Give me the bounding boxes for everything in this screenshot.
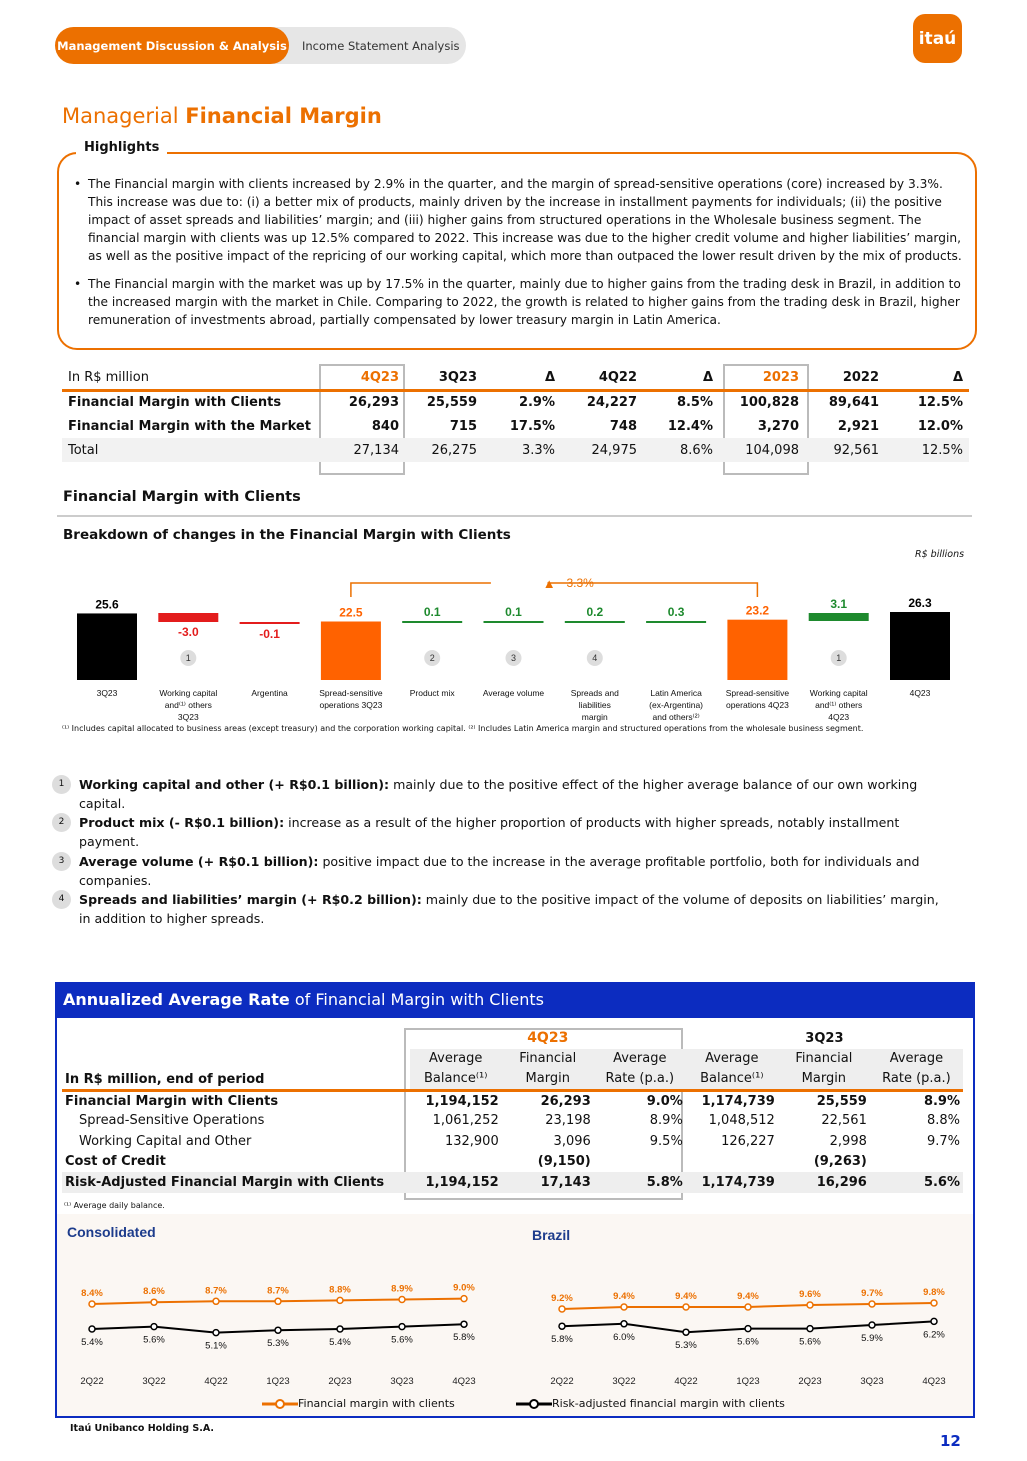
data-point xyxy=(683,1329,689,1335)
page-title: Managerial Financial Margin xyxy=(62,104,382,128)
waterfall-value-label: 3.1 xyxy=(830,597,848,611)
waterfall-category-label: Spreads and xyxy=(570,688,619,698)
col-header: 3Q23 xyxy=(405,366,483,390)
data-label: 8.8% xyxy=(329,1284,351,1296)
table-row: Financial Margin with Clients 1,194,152 26,293 9.0% 1,174,739 25,559 8.9% xyxy=(65,1093,960,1109)
data-label: 5.8% xyxy=(551,1334,573,1346)
table-row: Working Capital and Other 132,900 3,096 9.5% 126,227 2,998 9.7% xyxy=(79,1133,960,1149)
x-tick-label: 4Q22 xyxy=(674,1376,698,1387)
data-label: 5.6% xyxy=(737,1336,759,1348)
data-point xyxy=(621,1321,627,1327)
data-label: 9.4% xyxy=(613,1291,635,1302)
footer-company: Itaú Unibanco Holding S.A. xyxy=(70,1423,214,1434)
tab-income-statement[interactable]: Income Statement Analysis xyxy=(230,27,466,64)
badge-3: 3 xyxy=(52,852,71,871)
badge-number: 2 xyxy=(429,653,435,663)
rate-section-title: Annualized Average Rate of Financial Margin with Clients xyxy=(55,982,975,1018)
data-label: 6.2% xyxy=(923,1329,945,1341)
col-header: Δ xyxy=(643,366,719,390)
explanation-4: 4 Spreads and liabilities’ margin (+ R$0.2 billion): mainly due to the positive impact of the volume of deposits on liabilities’ margin, in addition to higher spreads. xyxy=(52,890,952,928)
waterfall-bar xyxy=(646,621,706,623)
waterfall-category-label: 4Q23 xyxy=(909,688,931,698)
data-point xyxy=(621,1304,627,1310)
table-row-total: Total 27,134 26,275 3.3% 24,975 8.6% 104,098 92,561 12.5% xyxy=(62,438,969,462)
waterfall-category-label: Argentina xyxy=(251,688,288,698)
x-tick-label: 2Q22 xyxy=(80,1376,104,1387)
explanation-2: 2 Product mix (- R$0.1 billion): increase as a result of the higher proportion of products with higher spreads, notably installment payment. xyxy=(52,813,952,851)
x-tick-label: 3Q23 xyxy=(390,1376,414,1387)
highlights-label: Highlights xyxy=(76,140,167,155)
x-tick-label: 3Q23 xyxy=(860,1376,884,1387)
waterfall-value-label: 0.2 xyxy=(586,605,604,619)
data-label: 8.6% xyxy=(143,1286,165,1298)
col-header: Δ xyxy=(483,366,561,390)
chart-footnote: ⁽¹⁾ Includes capital allocated to business areas (except treasury) and the corporation working capital. ⁽²⁾ Includes Latin America margin and structured operations from the wholesale business segment. xyxy=(62,724,864,733)
waterfall-category-label: and others⁽²⁾ xyxy=(652,712,700,722)
x-tick-label: 2Q23 xyxy=(798,1376,822,1387)
waterfall-category-label: Working capital xyxy=(809,688,868,698)
waterfall-bar xyxy=(890,612,950,680)
data-label: 6.0% xyxy=(613,1331,635,1343)
consolidated-chart xyxy=(57,1218,507,1393)
data-point xyxy=(275,1298,281,1304)
data-point xyxy=(683,1304,689,1310)
x-tick-label: 1Q23 xyxy=(736,1376,760,1387)
badge-number: 1 xyxy=(185,653,191,663)
waterfall-category-label: operations 3Q23 xyxy=(319,700,383,710)
waterfall-bar xyxy=(321,622,381,681)
data-point xyxy=(869,1301,875,1307)
waterfall-value-label: 0.1 xyxy=(423,605,441,619)
waterfall-bar xyxy=(77,613,137,680)
data-point xyxy=(559,1323,565,1329)
section-title: Financial Margin with Clients xyxy=(63,489,301,505)
badge-number: 4 xyxy=(592,653,598,663)
explanation-3: 3 Average volume (+ R$0.1 billion): positive impact due to the increase in the average profitable portfolio, both for individuals and companies. xyxy=(52,852,952,890)
data-point xyxy=(931,1300,937,1306)
data-label: 9.4% xyxy=(737,1291,759,1302)
tab-mda[interactable]: Management Discussion & Analysis xyxy=(55,27,289,64)
col-header: 2022 xyxy=(805,366,885,390)
waterfall-bar xyxy=(484,621,544,623)
col-header: 4Q22 xyxy=(561,366,643,390)
data-label: 9.0% xyxy=(453,1282,475,1294)
waterfall-value-label: 0.3 xyxy=(667,605,685,619)
data-label: 8.9% xyxy=(391,1283,413,1295)
data-point xyxy=(807,1302,813,1308)
data-label: 9.8% xyxy=(923,1287,945,1298)
waterfall-bar xyxy=(809,613,869,621)
waterfall-category-label: Working capital xyxy=(159,688,218,698)
data-label: 8.4% xyxy=(81,1288,103,1299)
brazil-chart xyxy=(520,1218,970,1393)
waterfall-category-label: (ex-Argentina) xyxy=(649,700,704,710)
waterfall-bar xyxy=(402,621,462,623)
data-label: 5.8% xyxy=(453,1332,475,1344)
table-row-total: Risk-Adjusted Financial Margin with Clients 1,194,152 17,143 5.8% 1,174,739 16,296 5.6% xyxy=(62,1172,963,1193)
data-label: 5.9% xyxy=(861,1333,883,1344)
data-label: 9.7% xyxy=(861,1288,883,1299)
waterfall-value-label: 22.5 xyxy=(339,605,363,620)
col-header: In R$ million xyxy=(62,366,320,390)
data-point xyxy=(745,1304,751,1310)
x-tick-label: 1Q23 xyxy=(266,1376,290,1387)
chart-title: Consolidated xyxy=(67,1224,156,1240)
data-point xyxy=(337,1297,343,1303)
badge-2: 2 xyxy=(52,813,71,832)
table-row: Financial Margin with the Market 840 715 17.5% 748 12.4% 3,270 2,921 12.0% xyxy=(68,418,963,434)
data-label: 5.4% xyxy=(81,1337,103,1348)
data-label: 9.2% xyxy=(551,1293,573,1304)
data-point xyxy=(745,1326,751,1332)
data-point xyxy=(151,1299,157,1305)
waterfall-value-label: 23.2 xyxy=(745,603,770,618)
summary-table xyxy=(62,366,969,462)
rate-footnote: ⁽¹⁾ Average daily balance. xyxy=(64,1201,165,1210)
waterfall-value-label: 26.3 xyxy=(908,596,932,610)
waterfall-bar xyxy=(240,622,300,624)
table-row: Financial Margin with Clients 26,293 25,559 2.9% 24,227 8.5% 100,828 89,641 12.5% xyxy=(68,395,963,411)
waterfall-category-label: 3Q23 xyxy=(177,712,199,722)
waterfall-chart xyxy=(57,565,972,727)
data-label: 8.7% xyxy=(267,1285,289,1297)
data-label: 5.3% xyxy=(675,1340,697,1352)
legend-financial-margin: Financial margin with clients xyxy=(262,1397,455,1410)
page-number: 12 xyxy=(940,1432,961,1450)
highlight-bullet: • The Financial margin with clients increased by 2.9% in the quarter, and the margin of spread-sensitive operations (core) increased by 3.3%. This increase was due to: (i) a better mix of products, mainly driven by the increase in installment payments for individuals; (ii) the positive impact of asset spreads and liabilities’ margin; and (iii) higher gains from structured operations in the Wholesale business segment. The financial margin with clients was up 12.5% compared to 2022. This increase was due to the higher credit volume and higher liabilities’ margin, as well as the positive impact of the repricing of our working capital, which more than outpaced the lower result driven by the mix of products. xyxy=(74,175,964,265)
waterfall-category-label: 4Q23 xyxy=(828,712,850,722)
rate-table: 4Q23 3Q23 In R$ million, end of period Average Balance⁽¹⁾ Financial Margin Average Rate (p.a.) Average Balance⁽¹⁾ Financial Margin Average Rate (p.a.) Financial Margin with Clients 1,194,152 26,293 9.0% 1,174,739 25,559 8.9% Spread-Sensitive Operations 1,061,252 23,198 8.9% 1,048,512 22,561 8.8% Working Capital and Other 132,900 3,096 9.5% 126,227 2,998 9.7% Cost of Credit (9,150) (9,263) Risk-Adjusted Financial Margin with Clients 1,194,152 17,143 5.8% 1,174,739 16,296 5.6% xyxy=(62,1028,963,1193)
waterfall-bar xyxy=(727,620,787,680)
data-label: 9.4% xyxy=(675,1291,697,1302)
data-point xyxy=(337,1326,343,1332)
highlight-bullet: • The Financial margin with the market was up by 17.5% in the quarter, mainly due to higher gains from the trading desk in Brazil, in addition to the increased margin with the market in Chile. Comparing to 2022, the growth is related to higher gains from the trading desk in Brazil, higher remuneration of investments abroad, partially compensated by lower treasury margin in Latin America. xyxy=(74,275,964,329)
data-label: 5.6% xyxy=(143,1334,165,1346)
growth-label: 3.3% xyxy=(566,576,594,590)
highlights-list xyxy=(74,175,964,339)
data-point xyxy=(89,1326,95,1332)
waterfall-value-label: 0.1 xyxy=(505,605,522,619)
waterfall-category-label: and⁽¹⁾ others xyxy=(815,700,863,710)
data-point xyxy=(213,1330,219,1336)
waterfall-value-label: -0.1 xyxy=(259,627,280,641)
x-tick-label: 3Q22 xyxy=(612,1376,636,1387)
col-header: Δ xyxy=(885,366,969,390)
chart-title: Breakdown of changes in the Financial Margin with Clients xyxy=(63,527,511,543)
waterfall-bar xyxy=(565,621,625,623)
data-point xyxy=(461,1321,467,1327)
growth-arrow-icon: ▲ xyxy=(542,576,556,591)
data-label: 5.3% xyxy=(267,1338,289,1350)
data-label: 5.6% xyxy=(391,1334,413,1346)
data-point xyxy=(275,1327,281,1333)
data-label: 5.4% xyxy=(329,1337,351,1348)
data-label: 8.7% xyxy=(205,1285,227,1297)
col-header: 4Q23 xyxy=(320,366,405,390)
data-point xyxy=(399,1324,405,1330)
data-point xyxy=(807,1326,813,1332)
data-point xyxy=(213,1298,219,1304)
badge-1: 1 xyxy=(52,775,71,794)
x-tick-label: 2Q22 xyxy=(550,1376,574,1387)
badge-number: 3 xyxy=(510,653,517,663)
period-4q23: 4Q23 xyxy=(527,1030,569,1047)
waterfall-value-label: -3.0 xyxy=(177,625,199,639)
data-point xyxy=(461,1296,467,1302)
section-divider xyxy=(57,515,972,517)
waterfall-category-label: operations 4Q23 xyxy=(725,700,789,710)
data-point xyxy=(399,1297,405,1303)
waterfall-category-label: Product mix xyxy=(409,688,455,698)
row-header: In R$ million, end of period xyxy=(65,1071,265,1087)
waterfall-value-label: 25.6 xyxy=(95,597,119,612)
table-row: Cost of Credit (9,150) (9,263) xyxy=(65,1154,867,1170)
x-tick-label: 4Q22 xyxy=(204,1376,228,1387)
x-tick-label: 3Q22 xyxy=(142,1376,166,1387)
waterfall-category-label: Spread-sensitive xyxy=(319,688,383,698)
col-header: 2023 xyxy=(719,366,805,390)
waterfall-category-label: liabilities xyxy=(578,700,611,710)
data-point xyxy=(151,1324,157,1330)
orange-line-icon xyxy=(262,1398,298,1410)
data-point xyxy=(869,1322,875,1328)
unit-label: R$ billions xyxy=(915,549,965,560)
data-label: 5.6% xyxy=(799,1336,821,1348)
data-label: 5.1% xyxy=(205,1340,227,1352)
legend-risk-adjusted: Risk-adjusted financial margin with clients xyxy=(516,1397,785,1410)
x-tick-label: 4Q23 xyxy=(922,1376,946,1387)
period-3q23: 3Q23 xyxy=(805,1030,844,1046)
x-tick-label: 4Q23 xyxy=(452,1376,476,1387)
black-line-icon xyxy=(516,1398,552,1410)
waterfall-category-label: Latin America xyxy=(650,688,702,698)
data-point xyxy=(931,1318,937,1324)
data-point xyxy=(559,1306,565,1312)
x-tick-label: 2Q23 xyxy=(328,1376,352,1387)
waterfall-bar xyxy=(158,613,218,622)
badge-4: 4 xyxy=(52,890,71,909)
data-point xyxy=(89,1301,95,1307)
waterfall-category-label: Average volume xyxy=(482,688,545,698)
chart-title: Brazil xyxy=(532,1227,571,1243)
data-label: 9.6% xyxy=(799,1289,821,1300)
badge-number: 1 xyxy=(836,653,842,663)
waterfall-category-label: 3Q23 xyxy=(96,688,118,698)
waterfall-category-label: and⁽¹⁾ others xyxy=(164,700,212,710)
waterfall-category-label: Spread-sensitive xyxy=(725,688,790,698)
table-row: Spread-Sensitive Operations 1,061,252 23,198 8.9% 1,048,512 22,561 8.8% xyxy=(79,1113,960,1129)
explanation-1: 1 Working capital and other (+ R$0.1 billion): mainly due to the positive effect of the higher average balance of our own working capital. xyxy=(52,775,952,813)
waterfall-category-label: margin xyxy=(581,712,608,722)
itau-logo: itaú xyxy=(913,14,962,63)
